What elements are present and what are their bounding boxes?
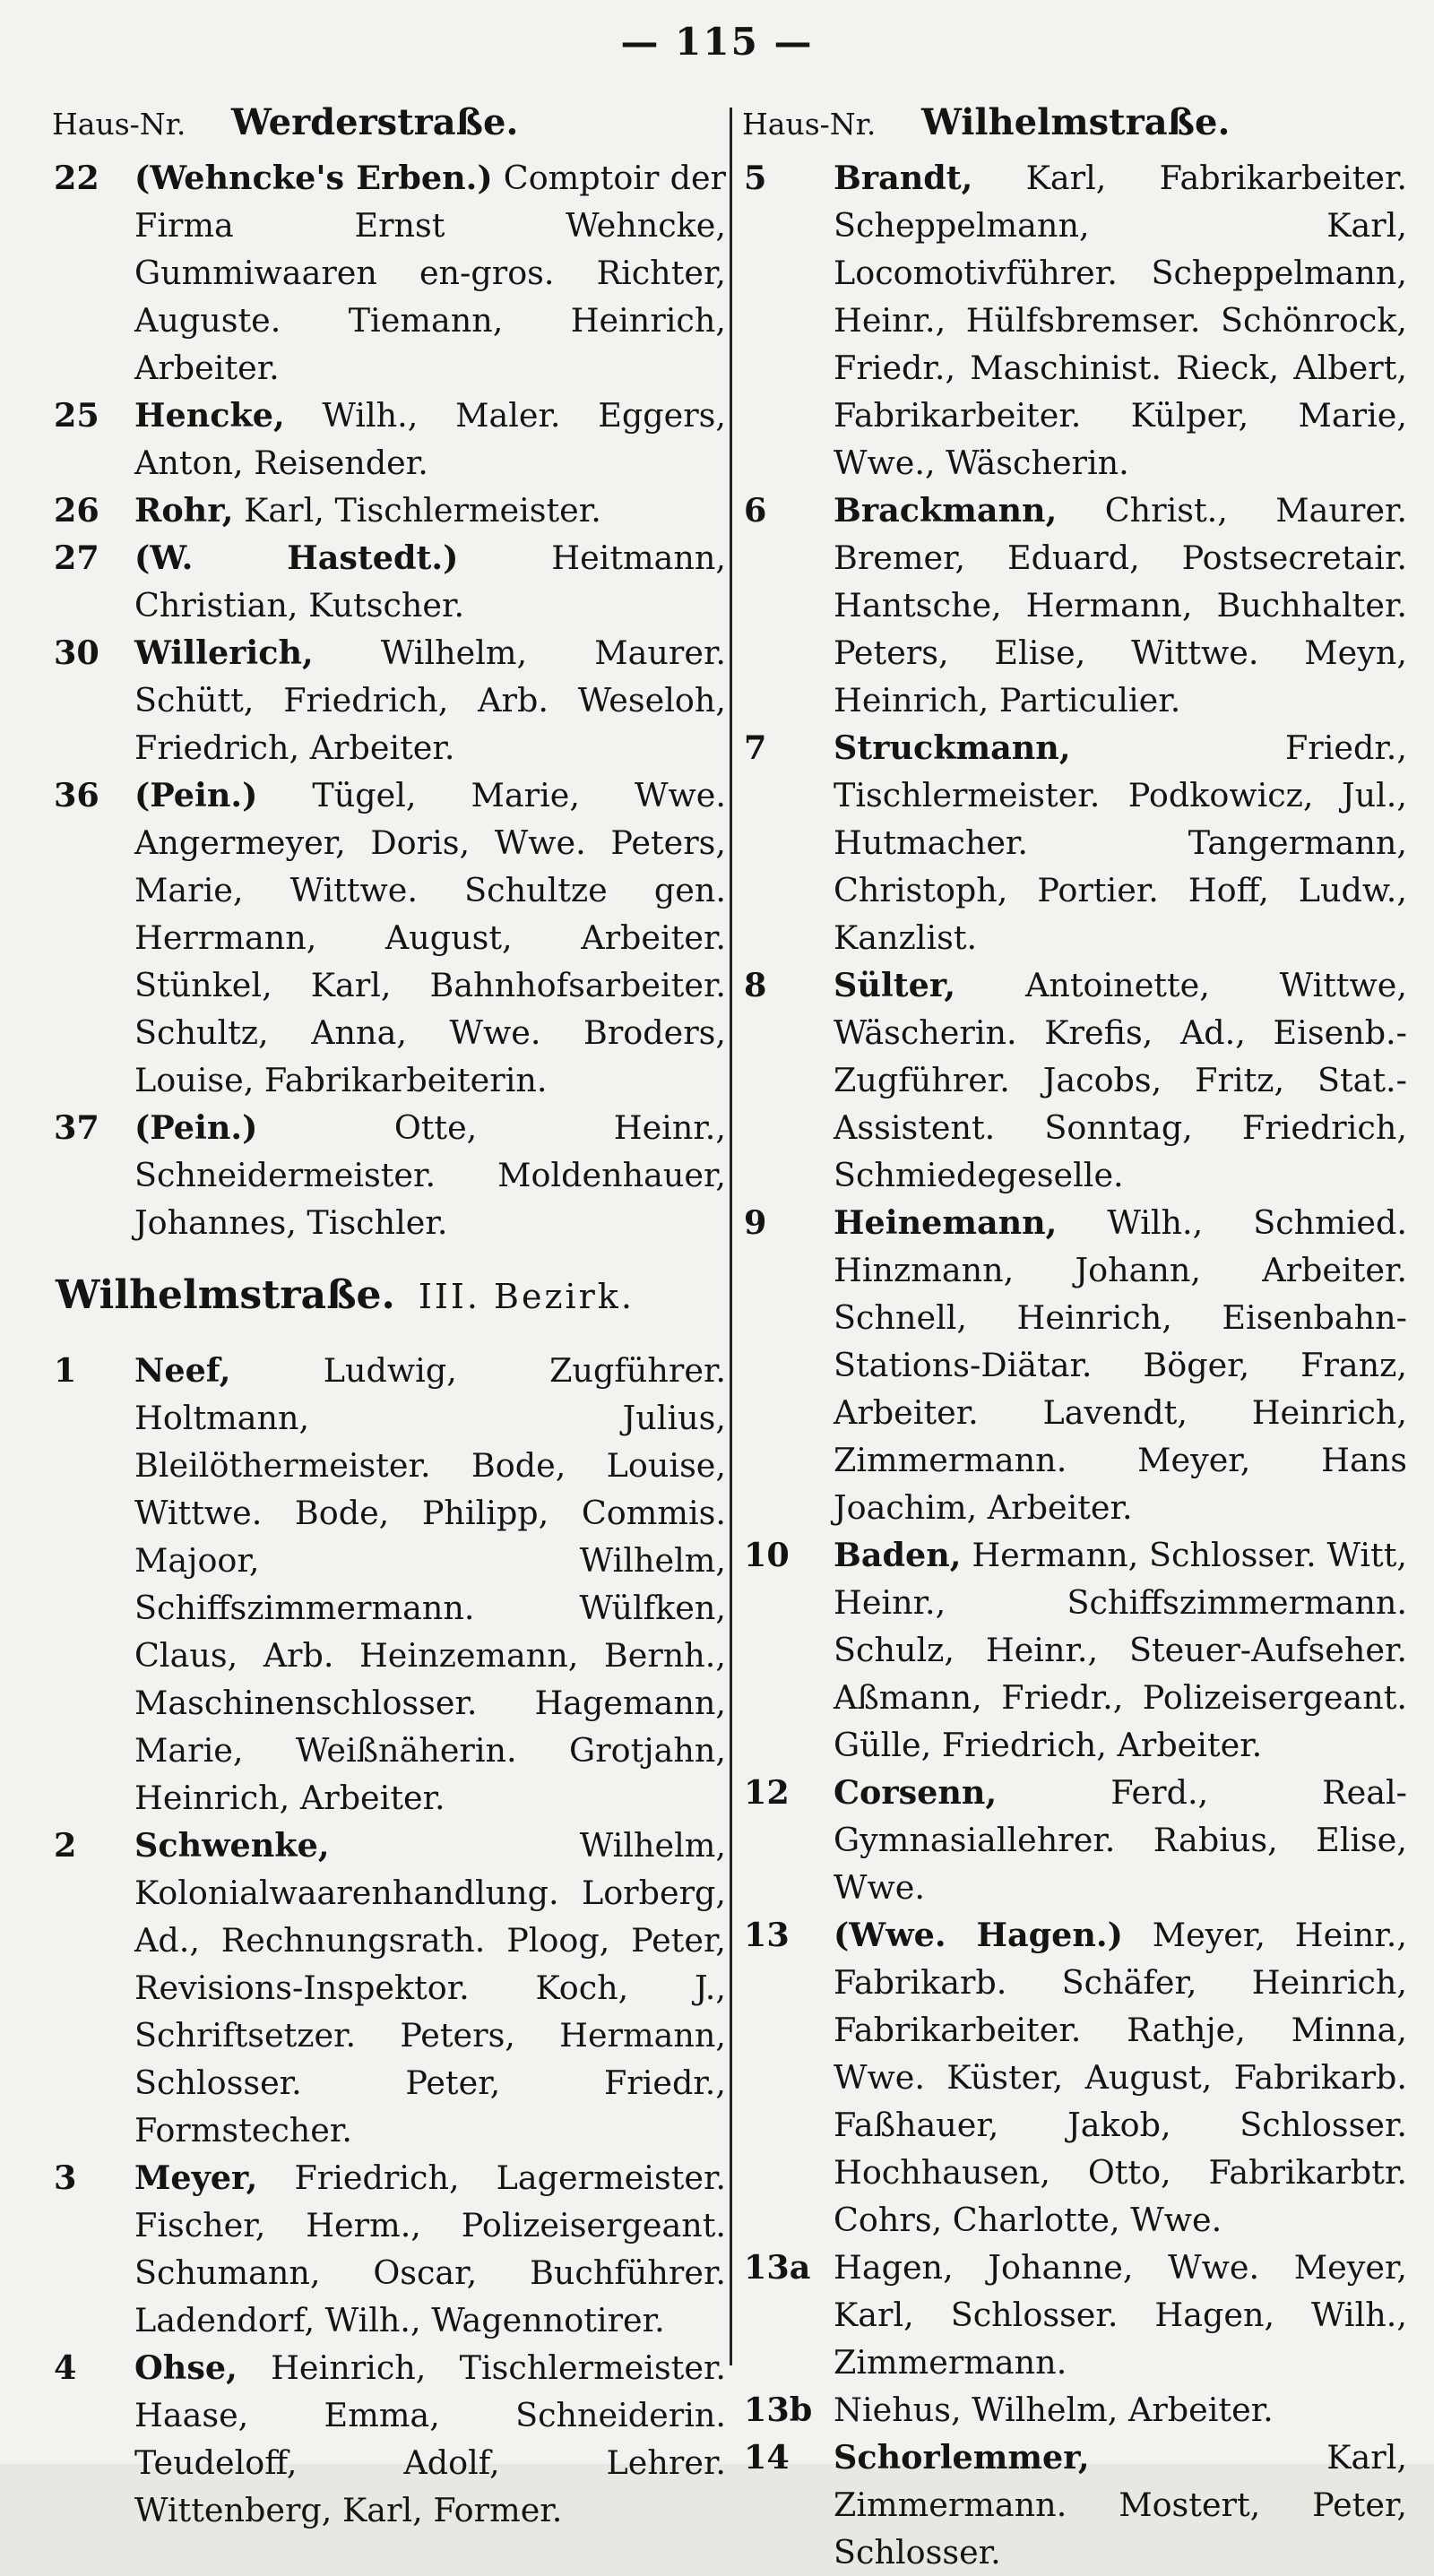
owner-name: Schorlemmer, xyxy=(834,2438,1090,2477)
owner-name: (Pein.) xyxy=(134,776,258,814)
directory-entry xyxy=(742,2244,1407,2386)
directory-entry xyxy=(742,1531,1407,1769)
section-street-name: Wilhelmstraße. xyxy=(56,1272,395,1318)
residents-text: Niehus, Wilhelm, Arbeiter. xyxy=(834,2391,1274,2429)
directory-entry xyxy=(742,2386,1407,2434)
house-number: 26 xyxy=(54,491,99,530)
directory-entry xyxy=(742,961,1407,1199)
house-number: 6 xyxy=(744,491,767,530)
house-number: 3 xyxy=(54,2158,77,2197)
owner-name: (Wehncke's Erben.) xyxy=(134,159,493,197)
hausnr-label: Haus-Nr. xyxy=(52,107,186,142)
entry-text xyxy=(134,629,726,771)
owner-name: Brandt, xyxy=(834,159,973,197)
directory-entry xyxy=(742,154,1407,487)
street-name: Wilhelmstraße. xyxy=(921,101,1231,143)
owner-name: Rohr, xyxy=(134,491,234,530)
entry-text xyxy=(834,1769,1407,1911)
owner-name: Schwenke, xyxy=(134,1826,330,1865)
entry-text xyxy=(834,724,1407,961)
directory-entry xyxy=(742,2434,1407,2576)
owner-name: Brackmann, xyxy=(834,491,1058,530)
house-number: 9 xyxy=(744,1203,767,1242)
entry-text xyxy=(834,2386,1407,2434)
entry-list xyxy=(742,154,1407,2576)
entry-list xyxy=(52,154,726,1246)
directory-entry xyxy=(742,1911,1407,2244)
owner-name: Sülter, xyxy=(834,966,956,1004)
directory-entry xyxy=(52,1822,726,2154)
residents-text: Antoinette, Wittwe, Wäscherin. Krefis, Ad., Eisenb.-Zugführer. Jacobs, Fritz, Stat.-Assistent. Sonntag, Friedrich, Schmiedegeselle. xyxy=(834,966,1408,1194)
directory-entry xyxy=(742,724,1407,961)
house-number: 25 xyxy=(54,396,99,435)
house-number: 36 xyxy=(54,776,99,814)
house-number: 22 xyxy=(54,159,99,197)
directory-entry xyxy=(52,154,726,392)
house-number: 10 xyxy=(744,1536,790,1574)
entry-text xyxy=(134,534,726,629)
residents-text: Heitmann, Christian, Kutscher. xyxy=(134,538,726,625)
directory-entry xyxy=(52,2154,726,2344)
house-number: 27 xyxy=(54,538,99,577)
directory-entry xyxy=(742,487,1407,724)
owner-name: Meyer, xyxy=(134,2158,258,2197)
residents-text: Heinrich, Tischlermeister. Haase, Emma, Schneiderin. Teudeloff, Adolf, Lehrer. Wittenberg, Karl, Former. xyxy=(134,2348,726,2529)
entry-text xyxy=(834,1531,1407,1769)
house-number: 5 xyxy=(744,159,767,197)
directory-entry xyxy=(52,1347,726,1822)
column-header xyxy=(742,99,1407,152)
entry-text xyxy=(134,2344,726,2534)
residents-text: Friedr., Tischlermeister. Podkowicz, Jul., Hutmacher. Tangermann, Christoph, Portier. Hoff, Ludw., Kanzlist. xyxy=(834,728,1407,957)
residents-text: Karl, Tischlermeister. xyxy=(244,491,601,530)
residents-text: Tügel, Marie, Wwe. Angermeyer, Doris, Wwe. Peters, Marie, Wittwe. Schultze gen. Herrmann, August, Arbeiter. Stünkel, Karl, Bahnhofsarbeiter. Schultz, Anna, Wwe. Broders, Louise, Fabrikarbeiterin. xyxy=(134,776,726,1099)
directory-entry xyxy=(52,629,726,771)
house-number: 12 xyxy=(744,1773,790,1812)
house-number: 7 xyxy=(744,728,767,767)
owner-name: (Pein.) xyxy=(134,1108,258,1147)
entry-text xyxy=(834,1199,1407,1531)
section-header xyxy=(52,1271,726,1347)
owner-name: Ohse, xyxy=(134,2348,238,2387)
street-name: Werderstraße. xyxy=(231,101,519,143)
residents-text: Karl, Fabrikarbeiter. Scheppelmann, Karl, Locomotivführer. Scheppelmann, Heinr., Hülfsbremser. Schönrock, Friedr., Maschinist. Rieck, Albert, Fabrikarbeiter. Külper, Marie, Wwe., Wäscherin. xyxy=(834,159,1407,482)
residents-text: Wilh., Maler. Eggers, Anton, Reisender. xyxy=(134,396,726,482)
directory-entry xyxy=(52,2344,726,2534)
entry-text xyxy=(834,961,1407,1199)
house-number: 8 xyxy=(744,966,767,1004)
house-number: 4 xyxy=(54,2348,77,2387)
entry-text xyxy=(134,1104,726,1246)
entry-text xyxy=(134,1822,726,2154)
directory-entry xyxy=(742,1769,1407,1911)
directory-entry xyxy=(52,392,726,487)
residents-text: Ferd., Real-Gymnasiallehrer. Rabius, Elise, Wwe. xyxy=(834,1773,1408,1907)
residents-text: Karl, Zimmermann. Mostert, Peter, Schlosser. xyxy=(834,2438,1407,2572)
owner-name: Hencke, xyxy=(134,396,285,435)
directory-entry xyxy=(52,771,726,1104)
residents-text: Wilhelm, Maurer. Schütt, Friedrich, Arb. Weseloh, Friedrich, Arbeiter. xyxy=(134,633,726,767)
residents-text: Otte, Heinr., Schneidermeister. Moldenhauer, Johannes, Tischler. xyxy=(134,1108,726,1242)
entry-text xyxy=(134,2154,726,2344)
right-column xyxy=(742,99,1407,2576)
directory-entry xyxy=(52,487,726,534)
district-label: III. Bezirk. xyxy=(418,1277,635,1316)
owner-name: Baden, xyxy=(834,1536,962,1574)
directory-entry xyxy=(742,1199,1407,1531)
residents-text: Comptoir der Firma Ernst Wehncke, Gummiwaaren en-gros. Richter, Auguste. Tiemann, Heinrich, Arbeiter. xyxy=(134,159,726,387)
left-column xyxy=(52,99,726,2534)
owner-name: Neef, xyxy=(134,1351,231,1390)
house-number: 2 xyxy=(54,1826,77,1865)
entry-text xyxy=(834,1911,1407,2244)
house-number: 13b xyxy=(744,2391,813,2429)
entry-list xyxy=(52,1347,726,2534)
house-number: 13 xyxy=(744,1916,790,1954)
entry-text xyxy=(134,154,726,392)
house-number: 37 xyxy=(54,1108,99,1147)
residents-text: Friedrich, Lagermeister. Fischer, Herm., Polizeisergeant. Schumann, Oscar, Buchführer. Ladendorf, Wilh., Wagennotirer. xyxy=(134,2158,727,2339)
house-number: 30 xyxy=(54,633,99,672)
residents-text: Hagen, Johanne, Wwe. Meyer, Karl, Schlosser. Hagen, Wilh., Zimmermann. xyxy=(834,2248,1407,2382)
owner-name: Heinemann, xyxy=(834,1203,1058,1242)
owner-name: (W. Hastedt.) xyxy=(134,538,459,577)
residents-text: Hermann, Schlosser. Witt, Heinr., Schiffszimmermann. Schulz, Heinr., Steuer-Aufseher. Aßmann, Friedr., Polizeisergeant. Gülle, Friedrich, Arbeiter. xyxy=(834,1536,1407,1764)
entry-text xyxy=(834,487,1407,724)
column-header xyxy=(52,99,726,152)
entry-text xyxy=(134,771,726,1104)
owner-name: Struckmann, xyxy=(834,728,1071,767)
directory-entry xyxy=(52,534,726,629)
residents-text: Wilhelm, Kolonialwaarenhandlung. Lorberg, Ad., Rechnungsrath. Ploog, Peter, Revisions-Inspektor. Koch, J., Schriftsetzer. Peters, Hermann, Schlosser. Peter, Friedr., Formstecher. xyxy=(134,1826,726,2150)
owner-name: (Wwe. Hagen.) xyxy=(834,1916,1123,1954)
house-number: 1 xyxy=(54,1351,77,1390)
entry-text xyxy=(834,2244,1407,2386)
owner-name: Corsenn, xyxy=(834,1773,998,1812)
page-number: — 115 — xyxy=(620,20,814,64)
residents-text: Ludwig, Zugführer. Holtmann, Julius, Bleilöthermeister. Bode, Louise, Wittwe. Bode, Philipp, Commis. Majoor, Wilhelm, Schiffszimmermann. Wülfken, Claus, Arb. Heinzemann, Bernh., Maschinenschlosser. Hagemann, Marie, Weißnäherin. Grotjahn, Heinrich, Arbeiter. xyxy=(134,1351,726,1817)
hausnr-label: Haus-Nr. xyxy=(742,107,877,142)
residents-text: Meyer, Heinr., Fabrikarb. Schäfer, Heinrich, Fabrikarbeiter. Rathje, Minna, Wwe. Küster, August, Fabrikarb. Faßhauer, Jakob, Schlosser. Hochhausen, Otto, Fabrikarbtr. Cohrs, Charlotte, Wwe. xyxy=(834,1916,1407,2239)
entry-text xyxy=(134,487,726,534)
column-divider xyxy=(730,108,732,2365)
house-number: 14 xyxy=(744,2438,790,2477)
entry-text xyxy=(834,154,1407,487)
residents-text: Christ., Maurer. Bremer, Eduard, Postsecretair. Hantsche, Hermann, Buchhalter. Peters, Elise, Wittwe. Meyn, Heinrich, Particulier. xyxy=(834,491,1408,719)
residents-text: Wilh., Schmied. Hinzmann, Johann, Arbeiter. Schnell, Heinrich, Eisenbahn-Stations-Diätar. Böger, Franz, Arbeiter. Lavendt, Heinrich, Zimmermann. Meyer, Hans Joachim, Arbeiter. xyxy=(834,1203,1407,1527)
entry-text xyxy=(834,2434,1407,2576)
entry-text xyxy=(134,392,726,487)
owner-name: Willerich, xyxy=(134,633,314,672)
directory-entry xyxy=(52,1104,726,1246)
house-number: 13a xyxy=(744,2248,811,2287)
entry-text xyxy=(134,1347,726,1822)
